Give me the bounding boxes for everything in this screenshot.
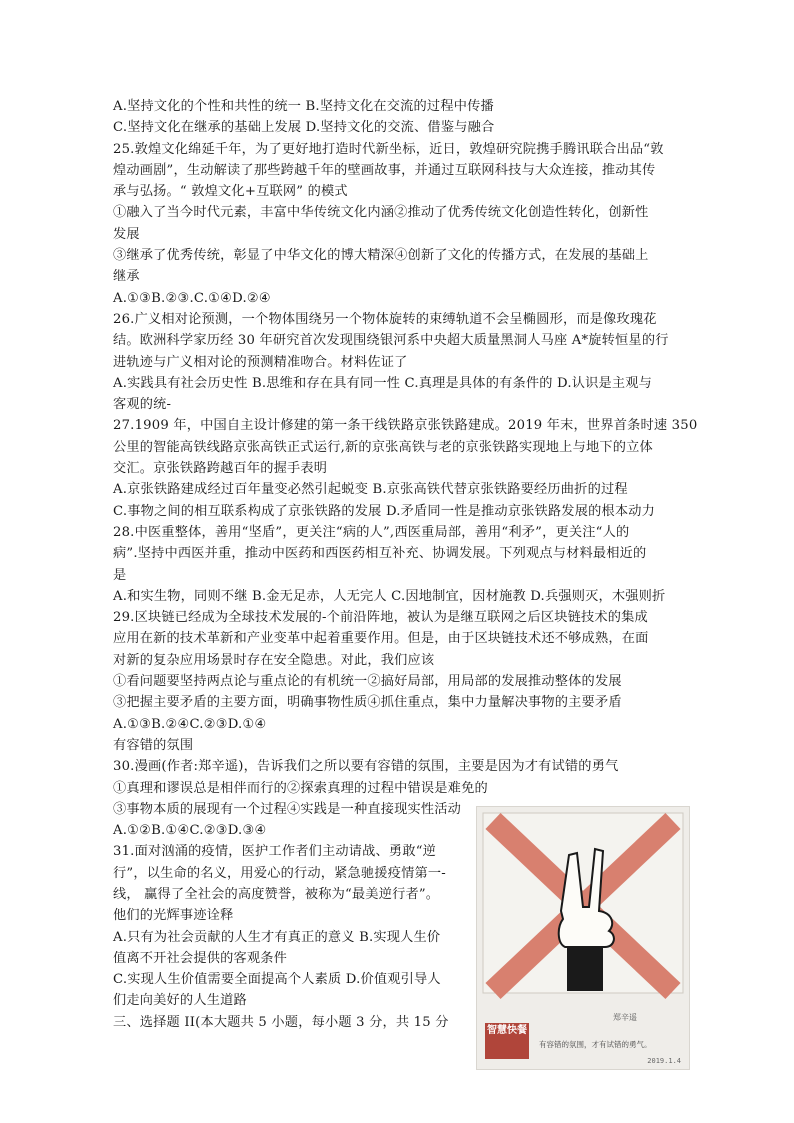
stamp-badge: 智慧快餐 <box>485 1023 529 1059</box>
text-line-34: A.①②B.①④C.②③D.③④ <box>113 823 267 839</box>
cartoon-image <box>476 806 690 1070</box>
text-line-4: 承与弘扬。“ 敦煌文化+互联网” 的模式 <box>113 184 348 200</box>
narrow-text-line-0: 31.面对汹涌的疫情，医护工作者们主动请战、勇敢“逆 <box>113 844 437 860</box>
text-line-6: 发展 <box>113 226 140 242</box>
narrow-text-line-2: 线， 赢得了全社会的高度赞誉，被称为“最美逆行者”。 <box>113 886 440 902</box>
text-line-11: 结。欧洲科学家历经 30 年研究首次发现围绕银河系中央超大质量黑洞人马座 A*旋转恒星的行 <box>113 333 669 349</box>
text-line-21: 病”.坚持中西医并重，推动中医药和西医药相互补充、协调发展。下列观点与材料最相近的 <box>113 546 647 562</box>
question-text-block <box>113 96 698 841</box>
text-line-28: ③把握主要矛盾的主要方面，明确事物性质④抓住重点，集中力量解决事物的主要矛盾 <box>113 695 622 711</box>
text-line-26: 对新的复杂应用场景时存在安全隐患。对此，我们应该 <box>113 652 435 668</box>
text-line-30: 有容错的氛围 <box>113 737 194 753</box>
text-line-33: ③事物本质的展现有一个过程④实践是一种直接现实性活动 <box>113 801 462 817</box>
text-line-10: 26.广义相对论预测，一个物体围绕另一个物体旋转的束缚轨道不会呈椭圆形，而是像玫瑰花 <box>113 311 657 327</box>
text-line-12: 进轨迹与广义相对论的预测精准吻合。材料佐证了 <box>113 354 408 370</box>
text-line-19: C.事物之间的相互联系构成了京张铁路的发展 D.矛盾同一性是推动京张铁路发展的根本动力 <box>113 503 656 519</box>
text-line-27: ①看问题要坚持两点论与重点论的有机统一②搞好局部，用局部的发展推动整体的发展 <box>113 674 622 690</box>
black-sleeve <box>567 947 603 991</box>
cartoon-caption: 有容错的氛围，才有试错的勇气。 <box>539 1040 652 1049</box>
text-line-22: 是 <box>113 567 127 583</box>
narrow-text-line-5: 值离不开社会提供的客观条件 <box>113 950 288 966</box>
text-line-32: ①真理和谬误总是相伴而行的②探索真理的过程中错误是难免的 <box>113 780 488 796</box>
text-line-25: 应用在新的技术革新和产业变革中起着重要作用。但是，由于区块链技术还不够成熟，在面 <box>113 631 649 647</box>
narrow-text-line-4: A.只有为社会贡献的人生才有真正的意义 B.实现人生价 <box>113 929 441 945</box>
text-line-16: 公里的智能高铁线路京张高铁正式运行,新的京张高铁与老的京张铁路实现地上与地下的立体 <box>113 439 653 455</box>
text-line-9: A.①③B.②③.C.①④D.②④ <box>113 290 271 306</box>
narrow-text-line-7: 们走向美好的人生道路 <box>113 993 247 1009</box>
text-line-0: A.坚持文化的个性和共性的统一 B.坚持文化在交流的过程中传播 <box>113 99 494 114</box>
text-line-14: 客观的统- <box>113 397 172 413</box>
text-line-13: A.实践具有社会历史性 B.思维和存在具有同一性 C.真理是具体的有条件的 D.认识是主观与 <box>113 375 653 391</box>
question-31-block <box>113 841 463 1033</box>
text-line-7: ③继承了优秀传统，彰显了中华文化的博大精深④创新了文化的传播方式，在发展的基础上 <box>113 248 649 264</box>
text-line-23: A.和实生物，同则不继 B.金无足赤，人无完人 C.因地制宜，因材施教 D.兵强则灭，木强则折 <box>113 588 666 604</box>
text-line-29: A.①③B.②④C.②③D.①④ <box>113 716 267 732</box>
narrow-text-line-6: C.实现人生价值需要全面提高个人素质 D.价值观引导人 <box>113 972 441 988</box>
text-line-3: 煌动画剧”，生动解读了那些跨越千年的壁画故事，并通过互联网科技与大众连接，推动其传 <box>113 162 656 178</box>
text-line-1: C.坚持文化在继承的基础上发展 D.坚持文化的交流、借鉴与融合 <box>113 120 495 136</box>
narrow-text-line-3: 他们的光辉事迹诠释 <box>113 908 234 924</box>
text-line-5: ①融入了当今时代元素，丰富中华传统文化内涵②推动了优秀传统文化创造性转化，创新性 <box>113 205 649 221</box>
text-line-17: 交汇。京张铁路跨越百年的握手表明 <box>113 461 328 477</box>
text-line-18: A.京张铁路建成经过百年量变必然引起蜕变 B.京张高铁代替京张铁路要经历曲折的过程 <box>113 482 628 498</box>
text-line-24: 29.区块链已经成为全球技术发展的-个前沿阵地，被认为是继互联网之后区块链技术的集成 <box>113 610 648 626</box>
cartoon-date: 2019.1.4 <box>647 1057 681 1065</box>
text-line-20: 28.中医重整体，善用“坚盾”，更关注“病的人”,西医重局部，善用“利矛”，更关注“人的 <box>113 524 630 540</box>
text-line-15: 27.1909 年，中国自主设计修建的第一条干线铁路京张铁路建成。2019 年末，世界首条时速 350 <box>113 418 698 434</box>
text-line-31: 30.漫画(作者:郑辛遥)，告诉我们之所以要有容错的氛围，主要是因为才有试错的勇气 <box>113 759 619 775</box>
text-line-2: 25.敦煌文化绵延千年，为了更好地打造时代新坐标，近日，敦煌研究院携手腾讯联合出品“敦 <box>113 141 664 157</box>
narrow-text-line-8: 三、选择题 II(本大题共 5 小题，每小题 3 分，共 15 分 <box>113 1014 449 1030</box>
cartoon-author: 郑辛遥 <box>613 1013 637 1022</box>
narrow-text-line-1: 行”，以生命的名义，用爱心的行动，紧急驰援疫情第一- <box>113 865 446 881</box>
text-line-8: 继承 <box>113 269 140 285</box>
